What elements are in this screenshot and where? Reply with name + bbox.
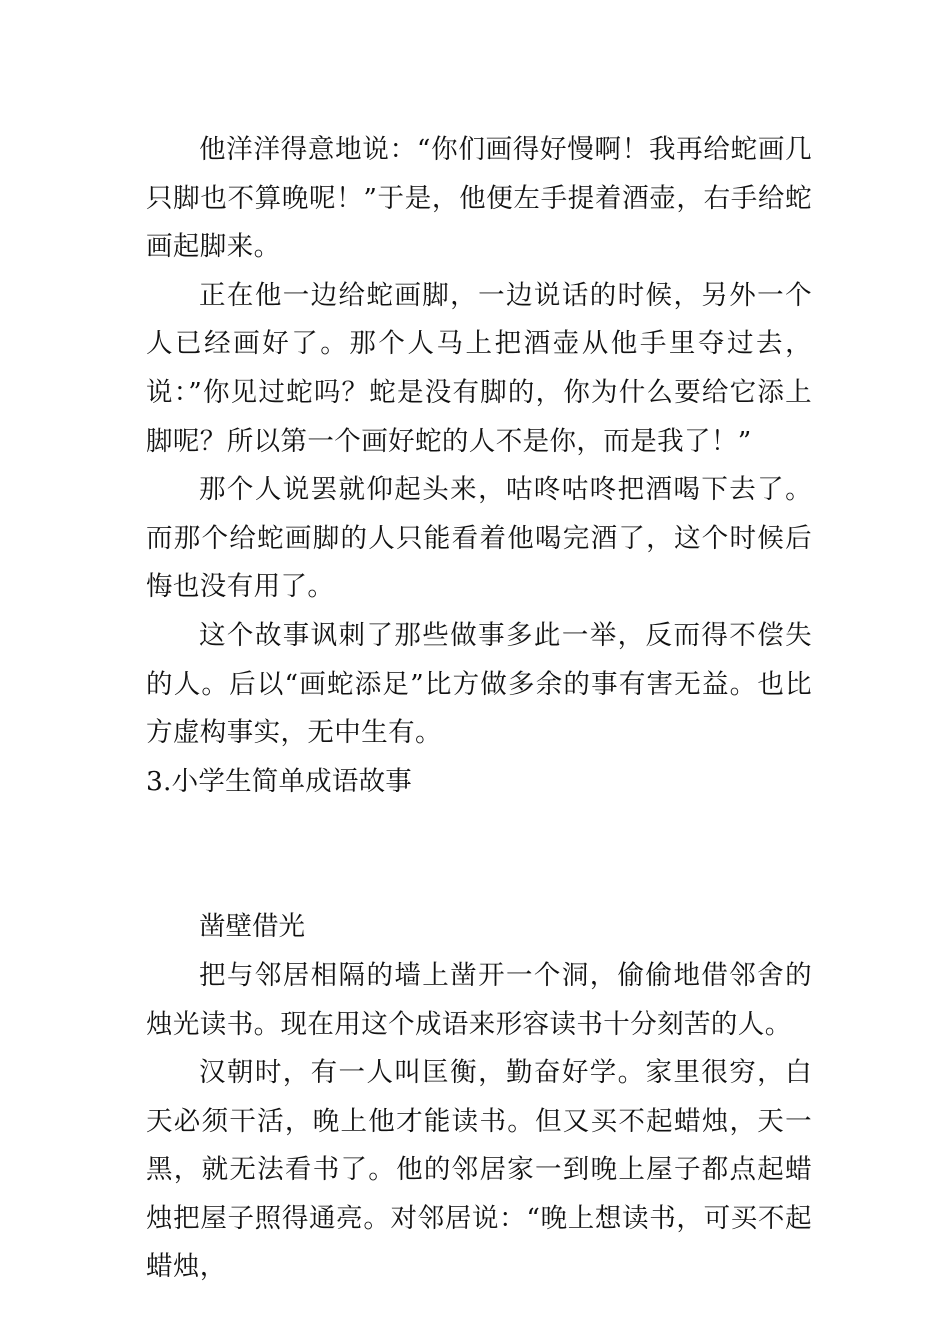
- section-heading: 3.小学生简单成语故事: [146, 765, 412, 797]
- paragraph-moral: 这个故事讽刺了那些做事多此一举，反而得不偿失的人。后以“画蛇添足”比方做多余的事有害无益。也比方虚构事实，无中生有。: [146, 619, 812, 749]
- paragraph-drinks-wine: 那个人说罢就仰起头来，咕咚咕咚把酒喝下去了。而那个给蛇画脚的人只能看着他喝完酒了，这个时候后悔也没有用了。: [146, 474, 812, 603]
- paragraph-idiom-definition: 把与邻居相隔的墙上凿开一个洞，偷偷地借邻舍的烛光读书。现在用这个成语来形容读书十分刻苦的人。: [146, 959, 812, 1040]
- story-title: 凿壁借光: [199, 911, 305, 943]
- paragraph-kuang-heng-story: 汉朝时，有一人叫匡衡，勤奋好学。家里很穷，白天必须干活，晚上他才能读书。但又买不起蜡烛，天一黑，就无法看书了。他的邻居家一到晚上屋子都点起蜡烛把屋子照得通亮。对邻居说：“晚上想读书，可买不起蜡烛，: [146, 1057, 812, 1283]
- document-body: [146, 126, 812, 1292]
- paragraph-other-man-wins: 正在他一边给蛇画脚，一边说话的时候，另外一个人已经画好了。那个人马上把酒壶从他手里夺过去，说：”你见过蛇吗？蛇是没有脚的，你为什么要给它添上脚呢？所以第一个画好蛇的人不是你，而是我了！”: [146, 279, 812, 457]
- paragraph-snake-legs-boast: 他洋洋得意地说：“你们画得好慢啊！我再给蛇画几只脚也不算晚呢！”于是，他便左手提着酒壶，右手给蛇画起脚来。: [146, 134, 812, 263]
- section-spacer: [146, 806, 812, 903]
